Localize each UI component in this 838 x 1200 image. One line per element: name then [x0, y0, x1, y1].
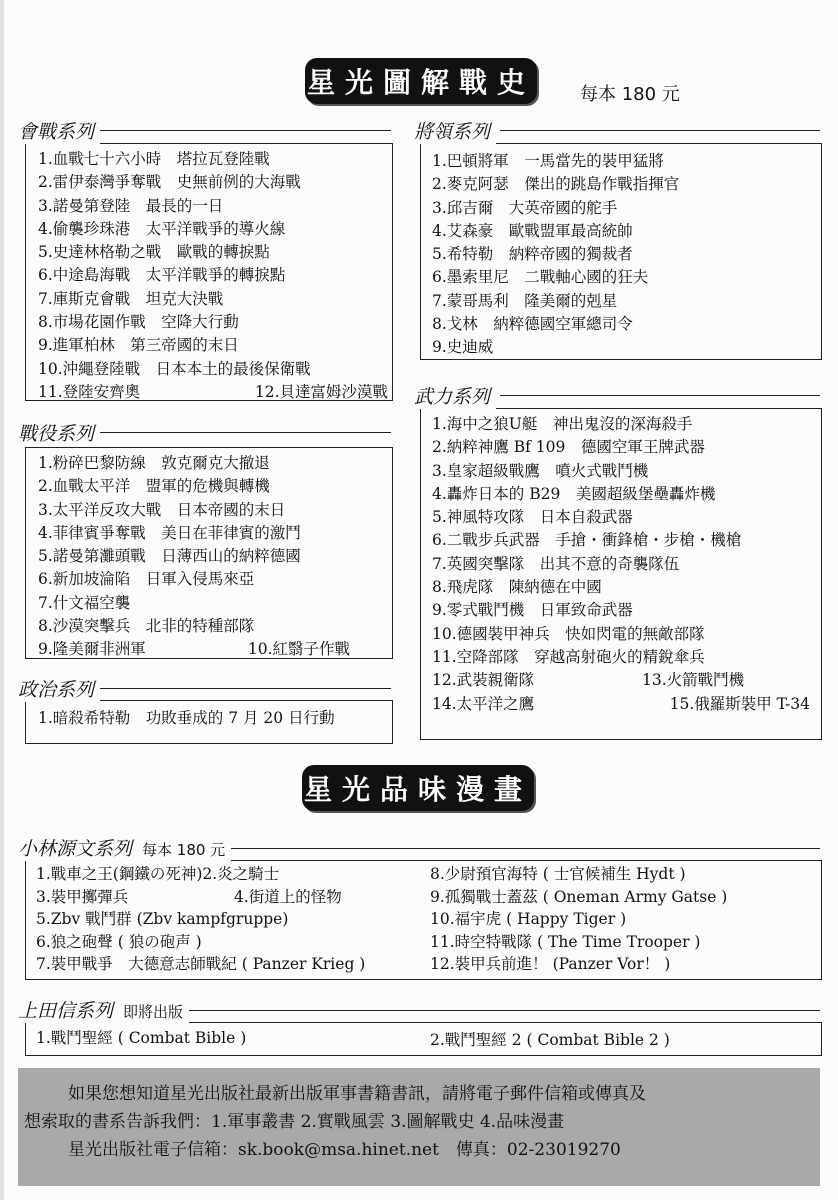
banner-illustrated-war-history: 星光圖解戰史	[305, 58, 537, 104]
ueda-title-text: 上田信系列	[18, 1000, 114, 1022]
generals-series-list	[432, 150, 679, 360]
list-item: 1.戰車之王(鋼鐵の死神)	[36, 865, 203, 883]
generals-title-rule	[500, 130, 820, 131]
list-item: 9.零式戰鬥機 日軍致命武器	[432, 601, 633, 620]
list-item-pair	[38, 381, 388, 404]
kobayashi-price: 每本 180 元	[142, 841, 226, 859]
politics-series-list	[38, 707, 335, 730]
force-series-list	[432, 413, 812, 716]
list-item: 5.希特勒 納粹帝國的獨裁者	[432, 245, 633, 264]
list-item: 8.市場花園作戰 空降大行動	[38, 313, 239, 332]
ueda-subtitle: 即將出版	[123, 1003, 184, 1021]
footer-line-2: 想索取的書系告訴我們：1.軍事叢書 2.實戰風雲 3.圖解戰史 4.品味漫畫	[24, 1112, 565, 1132]
list-item: 8.戈林 納粹德國空軍總司令	[432, 315, 633, 334]
contact-footer	[18, 1068, 820, 1186]
battle-series-title: 會戰系列	[18, 117, 100, 144]
footer-line-3: 星光出版社電子信箱：sk.book@msa.hinet.net 傳真：02-23019270	[68, 1140, 621, 1160]
force-title-rule	[500, 395, 820, 396]
list-item-row	[36, 886, 365, 909]
list-item: 6.狼之砲聲 ( 狼の砲声 )	[36, 932, 202, 951]
list-item: 3.邱吉爾 大英帝國的舵手	[432, 198, 618, 217]
list-item: 9.史迪威	[432, 338, 494, 357]
list-item-row	[36, 863, 365, 886]
force-series-title: 武力系列	[414, 382, 496, 409]
list-item: 3.諾曼第登陸 最長的一日	[38, 196, 224, 215]
list-item: 4.街道上的怪物	[234, 887, 342, 906]
battle-series-list	[38, 148, 388, 404]
list-item: 1.巴頓將軍 一馬當先的裝甲猛將	[432, 152, 664, 170]
list-item: 10.德國裝甲神兵 快如閃電的無敵部隊	[432, 624, 705, 643]
list-item: 1.血戰七十六小時 塔拉瓦登陸戰	[38, 150, 270, 168]
politics-series-title: 政治系列	[18, 675, 100, 702]
ueda-item-1: 1.戰鬥聖經 ( Combat Bible )	[36, 1029, 247, 1047]
list-item: 4.菲律賓爭奪戰 美日在菲律賓的激鬥	[38, 523, 301, 542]
list-item: 4.偷襲珍珠港 太平洋戰爭的導火線	[38, 219, 286, 238]
list-item: 1.粉碎巴黎防線 敦克爾克大撤退	[38, 454, 270, 472]
kobayashi-title-text: 小林源文系列	[18, 838, 133, 860]
list-item: 3.裝甲擲彈兵	[36, 887, 129, 906]
list-item: 15.俄羅斯裝甲 T-34	[669, 694, 810, 713]
list-item: 2.麥克阿瑟 傑出的跳島作戰指揮官	[432, 175, 680, 194]
list-item: 10.沖繩登陸戰 日本本土的最後保衛戰	[38, 359, 311, 378]
list-item: 2.納粹神鷹 Bf 109 德國空軍王牌武器	[432, 438, 705, 457]
kobayashi-left-list	[36, 863, 365, 976]
list-item: 2.炎之騎士	[202, 865, 280, 883]
battle-title-rule	[100, 130, 391, 131]
list-item: 12.武裝親衛隊	[432, 671, 535, 690]
list-item: 7.英國突擊隊 出其不意的奇襲隊伍	[432, 554, 680, 573]
list-item: 11.空降部隊 穿越高射砲火的精銳傘兵	[432, 647, 705, 666]
list-item: 9.隆美爾非洲軍	[38, 640, 146, 659]
list-item: 10.紅翳子作戰	[247, 640, 350, 659]
campaign-series-title: 戰役系列	[18, 419, 100, 446]
campaign-series-list	[38, 452, 350, 662]
list-item: 8.少尉預官海特 ( 士官候補生 Hydt )	[430, 865, 686, 883]
list-item: 3.皇家超級戰鷹 噴火式戰鬥機	[432, 461, 649, 480]
price-label: 每本 180 元	[580, 84, 680, 105]
list-item: 10.福宇虎 ( Happy Tiger )	[430, 910, 627, 929]
list-item: 6.墨索里尼 二戰軸心國的狂夫	[432, 268, 649, 287]
list-item: 7.什文福空襲	[38, 593, 131, 612]
list-item: 11.登陸安齊奧	[38, 382, 141, 401]
list-item: 4.艾森豪 歐戰盟軍最高統帥	[432, 221, 633, 240]
list-item-pair	[38, 638, 350, 661]
banner-manga: 星光品味漫畫	[302, 765, 534, 811]
list-item: 7.蒙哥馬利 隆美爾的剋星	[432, 291, 618, 310]
list-item: 8.飛虎隊 陳納德在中國	[432, 578, 602, 597]
list-item: 6.新加坡淪陷 日軍入侵馬來亞	[38, 570, 255, 589]
kobayashi-title-rule	[140, 848, 820, 849]
list-item: 5.史達林格勒之戰 歐戰的轉捩點	[38, 243, 270, 262]
list-item: 14.太平洋之鷹	[432, 694, 535, 713]
list-item-pair	[432, 669, 802, 692]
list-item: 9.孤獨戰士蓋茲 ( Oneman Army Gatse )	[430, 887, 728, 906]
ueda-title-rule	[120, 1010, 820, 1011]
list-item: 5.諾曼第灘頭戰 日薄西山的納粹德國	[38, 547, 301, 566]
list-item: 2.血戰太平洋 盟軍的危機與轉機	[38, 477, 270, 496]
list-item-pair	[432, 693, 810, 716]
kobayashi-series-title	[18, 834, 231, 861]
list-item: 2.雷伊泰灣爭奪戰 史無前例的大海戰	[38, 173, 301, 192]
list-item: 1.海中之狼U艇 神出鬼沒的深海殺手	[432, 415, 693, 433]
list-item: 12.貝達富姆沙漠戰	[254, 382, 388, 401]
list-item: 4.轟炸日本的 B29 美國超級堡壘轟炸機	[432, 484, 716, 503]
list-item: 7.庫斯克會戰 坦克大決戰	[38, 289, 224, 308]
list-item: 9.進軍柏林 第三帝國的末日	[38, 336, 239, 355]
page-edge	[0, 0, 4, 1200]
list-item: 5.神風特攻隊 日本自殺武器	[432, 508, 633, 527]
list-item: 8.沙漠突擊兵 北非的特種部隊	[38, 617, 255, 636]
list-item: 12.裝甲兵前進！ (Panzer Vor！ )	[430, 955, 671, 974]
ueda-series-title	[18, 996, 189, 1023]
list-item: 7.裝甲戰爭 大德意志師戰紀 ( Panzer Krieg )	[36, 955, 366, 974]
list-item: 5.Zbv 戰鬥群 (Zbv kampfgruppe)	[36, 910, 289, 929]
politics-title-rule	[100, 688, 391, 689]
generals-series-title: 將領系列	[414, 117, 496, 144]
ueda-item-2: 2.戰鬥聖經 2 ( Combat Bible 2 )	[430, 1031, 670, 1049]
list-item: 11.時空特戰隊 ( The Time Trooper )	[430, 932, 701, 951]
list-item: 13.火箭戰鬥機	[642, 671, 745, 690]
list-item: 6.二戰步兵武器 手搶・衝鋒槍・步槍・機槍	[432, 531, 742, 550]
campaign-title-rule	[100, 432, 391, 433]
list-item: 1.暗殺希特勒 功敗垂成的 7 月 20 日行動	[38, 709, 335, 727]
footer-line-1: 如果您想知道星光出版社最新出版軍事書籍書訊，請將電子郵件信箱或傳真及	[68, 1084, 646, 1104]
list-item: 3.太平洋反攻大戰 日本帝國的末日	[38, 500, 286, 519]
list-item: 6.中途島海戰 太平洋戰爭的轉捩點	[38, 266, 286, 285]
kobayashi-right-list	[430, 863, 727, 976]
